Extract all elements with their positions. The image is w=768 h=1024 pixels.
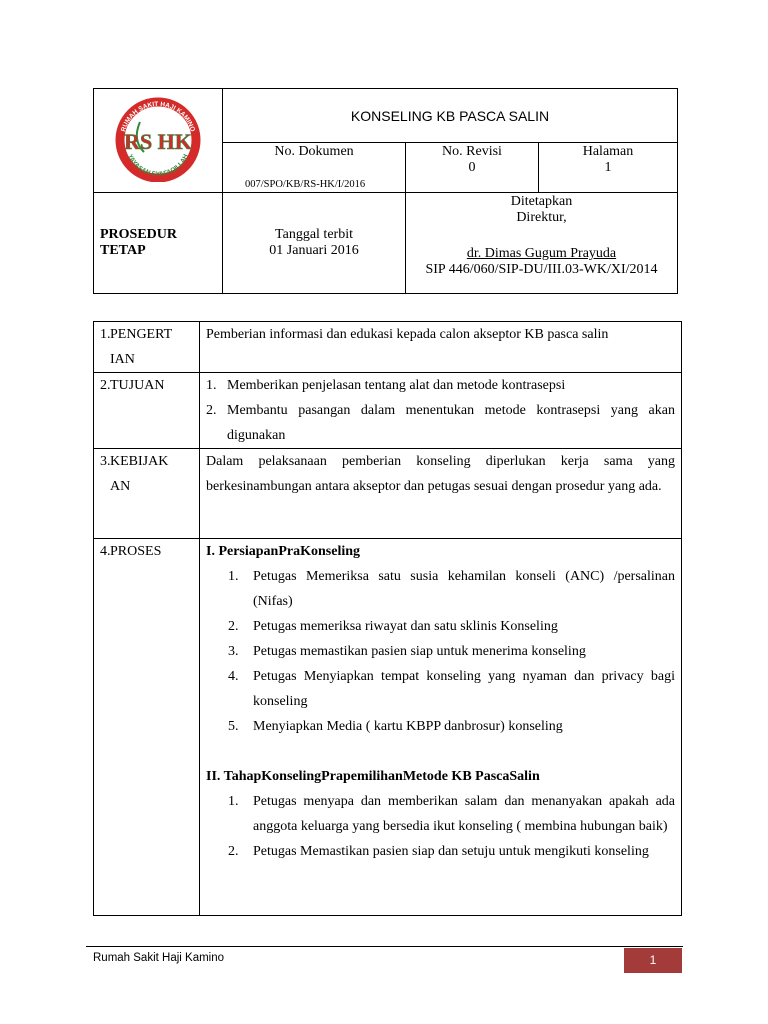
- logo-text: RS HK: [124, 129, 192, 154]
- no-revisi-value: 0: [468, 160, 476, 175]
- list-item: 2. Petugas Memastikan pasien siap dan setuju untuk mengikuti konseling: [228, 844, 649, 859]
- sip-number: SIP 446/060/SIP-DU/III.03-WK/XI/2014: [425, 262, 658, 277]
- list-item: 2. Petugas memeriksa riwayat dan satu sklinis Konseling: [228, 619, 558, 634]
- kebijakan-text: Dalam pelaksanaan pemberian konseling diperlukan kerja sama yang berkesinambungan antara akseptor dan petugas sesuai dengan prosedur yang ada.: [200, 449, 682, 539]
- direktur-name: dr. Dimas Gugum Prayuda: [466, 246, 617, 261]
- list-item: 5. Menyiapkan Media ( kartu KBPP danbrosur) konseling: [228, 719, 563, 734]
- prosedur-label: PROSEDUR: [100, 227, 178, 242]
- proses-label-cell: [94, 539, 200, 916]
- proses-part1-list: [206, 564, 675, 739]
- logo-ring-top-text: RUMAH SAKIT HAJI KAMINO: [120, 100, 196, 133]
- footer-hospital-name: Rumah Sakit Haji Kamino: [93, 952, 225, 964]
- proses-label: PROSES: [110, 544, 162, 559]
- logo-cell: [94, 89, 223, 193]
- halaman-label: Halaman: [582, 144, 634, 159]
- halaman-cell: [539, 143, 678, 193]
- no-revisi-cell: [406, 143, 539, 193]
- row-tujuan: [94, 373, 682, 449]
- footer-divider: [86, 946, 683, 947]
- list-item: 1. Petugas menyapa dan memberikan salam dan menanyakan apakah ada anggota keluarga yang bersedia ikut konseling ( membina hubungan baik): [228, 794, 675, 834]
- kebijakan-label-cell: [94, 449, 200, 539]
- ditetapkan-cell: [406, 193, 678, 294]
- kebijakan-label: KEBIJAK: [110, 454, 169, 469]
- row-proses: [94, 539, 682, 916]
- tanggal-terbit-cell: [223, 193, 406, 294]
- proses-part2-heading: II. TahapKonselingPrapemilihanMetode KB PascaSalin: [206, 769, 540, 784]
- pengertian-number: 1.: [100, 327, 111, 342]
- halaman-value: 1: [604, 160, 612, 175]
- logo-ring-bottom-text: YAYASAN SYAFAQILLAH: [126, 153, 190, 179]
- document-title: KONSELING KB PASCA SALIN: [223, 89, 678, 143]
- pengertian-text: Pemberian informasi dan edukasi kepada calon akseptor KB pasca salin: [200, 322, 682, 373]
- ditetapkan-label: Ditetapkan: [510, 194, 573, 209]
- list-item: 4. Petugas Menyiapkan tempat konseling yang nyaman dan privacy bagi konseling: [228, 669, 675, 709]
- pengertian-label-2: IAN: [110, 352, 135, 367]
- tujuan-content: [200, 373, 682, 449]
- tujuan-label: TUJUAN: [110, 378, 165, 393]
- no-dokumen-label: No. Dokumen: [274, 144, 354, 159]
- prosedur-tetap-cell: [94, 193, 223, 294]
- document-header-table: [93, 88, 678, 294]
- kebijakan-label-2: AN: [110, 479, 131, 494]
- pengertian-label: PENGERT: [110, 327, 173, 342]
- tanggal-terbit-value: 01 Januari 2016: [269, 243, 359, 258]
- row-pengertian: [94, 322, 682, 373]
- tujuan-number: 2.: [100, 378, 111, 393]
- kebijakan-number: 3.: [100, 454, 111, 469]
- proses-content: [200, 539, 682, 916]
- tanggal-terbit-label: Tanggal terbit: [275, 227, 353, 242]
- tetap-label: TETAP: [100, 243, 146, 258]
- no-revisi-label: No. Revisi: [442, 144, 502, 159]
- no-dokumen-cell: [223, 143, 406, 193]
- tujuan-list: [206, 373, 675, 448]
- proses-part1-heading: I. PersiapanPraKonseling: [206, 544, 361, 559]
- list-item: 2. Membantu pasangan dalam menentukan metode kontrasepsi yang akan digunakan: [206, 403, 675, 443]
- proses-number: 4.: [100, 544, 111, 559]
- procedure-content-table: [93, 321, 682, 916]
- pengertian-label-cell: [94, 322, 200, 373]
- list-item: 1. Memberikan penjelasan tentang alat dan metode kontrasepsi: [206, 378, 566, 393]
- no-dokumen-value: 007/SPO/KB/RS-HK/I/2016: [245, 179, 366, 190]
- tujuan-label-cell: [94, 373, 200, 449]
- footer-page-number: 1: [624, 948, 682, 973]
- row-kebijakan: [94, 449, 682, 539]
- list-item: 1. Petugas Memeriksa satu susia kehamilan konseli (ANC) /persalinan (Nifas): [228, 569, 675, 609]
- proses-part2-list: [206, 789, 675, 864]
- direktur-label: Direktur,: [516, 210, 567, 225]
- hospital-logo: [110, 94, 206, 182]
- list-item: 3. Petugas memastikan pasien siap untuk menerima konseling: [228, 644, 586, 659]
